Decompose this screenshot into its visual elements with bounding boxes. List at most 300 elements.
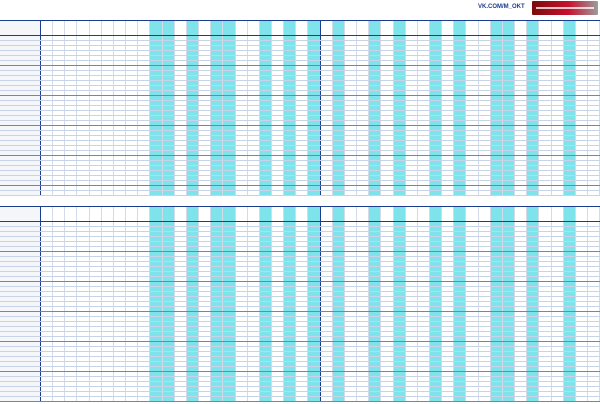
train-column	[418, 76, 430, 80]
train-column	[381, 166, 393, 170]
train-column	[175, 91, 187, 95]
train-column	[430, 237, 442, 241]
train-column	[175, 136, 187, 140]
train-column	[211, 21, 223, 35]
train-column	[333, 267, 345, 271]
train-column	[248, 101, 260, 105]
train-column	[65, 397, 77, 401]
train-column	[552, 237, 564, 241]
train-column	[138, 277, 150, 281]
train-column	[199, 56, 211, 60]
train-column	[418, 36, 430, 40]
train-column	[394, 302, 406, 306]
train-column	[381, 332, 393, 336]
train-column	[454, 46, 466, 50]
train-column	[564, 387, 576, 391]
train-column	[126, 111, 138, 115]
train-column	[308, 257, 320, 261]
train-column	[77, 232, 89, 236]
train-column	[223, 56, 235, 60]
train-column	[65, 36, 77, 40]
train-column	[223, 367, 235, 371]
train-column	[442, 252, 454, 256]
train-column	[90, 362, 102, 366]
train-column	[260, 176, 272, 180]
train-column	[333, 151, 345, 155]
train-column	[466, 367, 478, 371]
train-column	[248, 61, 260, 65]
train-column	[539, 86, 551, 90]
train-column	[41, 352, 53, 356]
train-column	[199, 176, 211, 180]
train-column	[539, 327, 551, 331]
train-column	[564, 382, 576, 386]
train-column	[588, 392, 600, 396]
train-column	[564, 287, 576, 291]
train-column	[248, 161, 260, 165]
train-column	[381, 267, 393, 271]
train-column	[175, 36, 187, 40]
train-column	[552, 96, 564, 100]
train-column	[41, 307, 53, 311]
train-column	[126, 292, 138, 296]
train-column	[175, 327, 187, 331]
train-column	[223, 166, 235, 170]
train-column	[138, 387, 150, 391]
time-cells	[41, 282, 600, 286]
train-column	[503, 312, 515, 316]
train-column	[126, 392, 138, 396]
train-column	[394, 382, 406, 386]
train-column	[114, 352, 126, 356]
train-column	[114, 71, 126, 75]
train-column	[53, 397, 65, 401]
train-column	[260, 111, 272, 115]
train-column	[102, 41, 114, 45]
train-column	[65, 46, 77, 50]
train-column	[284, 136, 296, 140]
train-column	[357, 176, 369, 180]
train-column	[564, 242, 576, 246]
train-column	[479, 337, 491, 341]
train-column	[65, 287, 77, 291]
train-column	[345, 101, 357, 105]
train-column	[138, 151, 150, 155]
train-column	[150, 342, 162, 346]
train-column	[552, 56, 564, 60]
train-column	[199, 357, 211, 361]
train-column	[284, 191, 296, 195]
train-column	[564, 131, 576, 135]
train-column	[260, 282, 272, 286]
train-column	[272, 71, 284, 75]
train-column	[406, 96, 418, 100]
train-column	[260, 342, 272, 346]
train-column	[394, 357, 406, 361]
train-column	[381, 277, 393, 281]
train-column	[272, 342, 284, 346]
train-column	[527, 186, 539, 190]
train-column	[394, 317, 406, 321]
train-column	[466, 116, 478, 120]
train-column	[515, 51, 527, 55]
train-column	[539, 146, 551, 150]
train-column	[65, 357, 77, 361]
train-column	[187, 166, 199, 170]
train-column	[199, 277, 211, 281]
train-column	[77, 367, 89, 371]
train-column	[527, 247, 539, 251]
train-column	[588, 242, 600, 246]
train-column	[503, 372, 515, 376]
train-column	[150, 352, 162, 356]
train-column	[369, 171, 381, 175]
train-column	[138, 181, 150, 185]
train-column	[41, 277, 53, 281]
train-column	[466, 171, 478, 175]
train-column	[442, 121, 454, 125]
train-column	[394, 237, 406, 241]
train-column	[272, 222, 284, 226]
train-column	[236, 392, 248, 396]
train-column	[150, 141, 162, 145]
time-cells	[41, 161, 600, 165]
train-column	[175, 392, 187, 396]
train-column	[199, 242, 211, 246]
train-column	[272, 46, 284, 50]
train-column	[163, 81, 175, 85]
train-column	[515, 61, 527, 65]
train-column	[150, 372, 162, 376]
train-column	[442, 166, 454, 170]
train-column	[175, 247, 187, 251]
train-column	[333, 116, 345, 120]
train-column	[150, 191, 162, 195]
train-column	[503, 392, 515, 396]
train-column	[369, 352, 381, 356]
train-column	[369, 307, 381, 311]
train-column	[284, 166, 296, 170]
train-column	[345, 312, 357, 316]
train-column	[418, 257, 430, 261]
station-name-cell	[0, 66, 41, 70]
train-column	[539, 96, 551, 100]
train-column	[588, 166, 600, 170]
train-column	[539, 166, 551, 170]
train-column	[345, 302, 357, 306]
train-column	[369, 387, 381, 391]
train-column	[284, 282, 296, 286]
train-column	[260, 377, 272, 381]
train-column	[150, 146, 162, 150]
train-column	[90, 21, 102, 35]
train-column	[357, 81, 369, 85]
train-column	[41, 377, 53, 381]
train-column	[199, 76, 211, 80]
train-column	[284, 106, 296, 110]
train-column	[126, 232, 138, 236]
train-column	[345, 382, 357, 386]
train-column	[503, 161, 515, 165]
train-column	[527, 277, 539, 281]
train-column	[90, 267, 102, 271]
train-column	[430, 317, 442, 321]
train-column	[163, 392, 175, 396]
train-column	[53, 51, 65, 55]
train-column	[406, 372, 418, 376]
train-column	[236, 307, 248, 311]
train-column	[236, 156, 248, 160]
train-column	[199, 141, 211, 145]
train-column	[369, 91, 381, 95]
train-column	[90, 146, 102, 150]
train-column	[454, 76, 466, 80]
station-name-cell	[0, 257, 41, 261]
train-column	[236, 71, 248, 75]
train-column	[90, 232, 102, 236]
train-column	[406, 297, 418, 301]
train-column	[503, 337, 515, 341]
train-column	[150, 227, 162, 231]
train-column	[272, 131, 284, 135]
train-column	[175, 242, 187, 246]
train-column	[308, 372, 320, 376]
train-column	[345, 46, 357, 50]
train-column	[211, 257, 223, 261]
train-column	[223, 41, 235, 45]
train-column	[284, 176, 296, 180]
train-column	[369, 232, 381, 236]
time-cells	[41, 272, 600, 276]
train-column	[479, 377, 491, 381]
train-column	[126, 372, 138, 376]
train-column	[321, 337, 333, 341]
train-column	[284, 397, 296, 401]
train-column	[527, 141, 539, 145]
train-column	[187, 257, 199, 261]
train-column	[199, 136, 211, 140]
train-column	[138, 171, 150, 175]
station-name-cell	[0, 252, 41, 256]
train-column	[564, 126, 576, 130]
train-column	[114, 232, 126, 236]
train-column	[126, 332, 138, 336]
train-column	[527, 367, 539, 371]
train-column	[381, 242, 393, 246]
train-column	[479, 357, 491, 361]
train-column	[442, 36, 454, 40]
train-column	[357, 86, 369, 90]
train-column	[138, 101, 150, 105]
train-column	[418, 121, 430, 125]
train-column	[345, 352, 357, 356]
train-column	[539, 337, 551, 341]
train-column	[211, 46, 223, 50]
train-column	[296, 126, 308, 130]
train-column	[260, 151, 272, 155]
train-column	[491, 86, 503, 90]
train-column	[150, 76, 162, 80]
train-column	[466, 176, 478, 180]
train-column	[284, 232, 296, 236]
station-name-cell	[0, 71, 41, 75]
train-column	[576, 282, 588, 286]
train-column	[588, 176, 600, 180]
train-column	[552, 71, 564, 75]
train-column	[357, 181, 369, 185]
train-column	[296, 277, 308, 281]
train-column	[175, 126, 187, 130]
train-column	[150, 222, 162, 226]
train-column	[77, 352, 89, 356]
train-column	[211, 227, 223, 231]
train-column	[442, 156, 454, 160]
train-column	[503, 101, 515, 105]
train-column	[175, 387, 187, 391]
train-column	[503, 332, 515, 336]
train-column	[308, 66, 320, 70]
train-column	[454, 66, 466, 70]
train-column	[418, 186, 430, 190]
train-column	[454, 181, 466, 185]
train-column	[381, 317, 393, 321]
train-column	[223, 302, 235, 306]
train-column	[333, 392, 345, 396]
train-column	[430, 372, 442, 376]
train-column	[369, 397, 381, 401]
train-column	[381, 191, 393, 195]
train-column	[296, 247, 308, 251]
train-column	[65, 322, 77, 326]
train-column	[527, 96, 539, 100]
train-column	[539, 106, 551, 110]
train-column	[308, 126, 320, 130]
train-column	[308, 332, 320, 336]
train-column	[114, 297, 126, 301]
train-column	[442, 267, 454, 271]
station-name-cell	[0, 76, 41, 80]
train-column	[272, 81, 284, 85]
train-column	[223, 71, 235, 75]
train-column	[369, 46, 381, 50]
train-column	[150, 282, 162, 286]
train-column	[527, 111, 539, 115]
train-column	[308, 282, 320, 286]
train-column	[65, 166, 77, 170]
train-column	[53, 302, 65, 306]
train-column	[248, 186, 260, 190]
train-column	[394, 61, 406, 65]
train-column	[539, 176, 551, 180]
train-column	[479, 66, 491, 70]
train-column	[321, 181, 333, 185]
train-column	[175, 131, 187, 135]
train-column	[394, 156, 406, 160]
train-column	[65, 96, 77, 100]
train-column	[564, 352, 576, 356]
train-column	[491, 181, 503, 185]
train-column	[454, 56, 466, 60]
train-column	[90, 252, 102, 256]
train-column	[418, 292, 430, 296]
train-column	[564, 312, 576, 316]
train-column	[90, 337, 102, 341]
train-column	[394, 181, 406, 185]
train-column	[442, 232, 454, 236]
train-column	[284, 66, 296, 70]
train-column	[175, 222, 187, 226]
train-column	[308, 136, 320, 140]
train-column	[187, 151, 199, 155]
train-column	[284, 332, 296, 336]
train-column	[564, 357, 576, 361]
train-column	[381, 232, 393, 236]
station-name-cell	[0, 46, 41, 50]
train-column	[248, 257, 260, 261]
train-column	[527, 377, 539, 381]
train-column	[552, 382, 564, 386]
train-column	[199, 252, 211, 256]
station-name-cell	[0, 332, 41, 336]
train-column	[430, 267, 442, 271]
train-column	[272, 186, 284, 190]
train-column	[248, 171, 260, 175]
train-column	[138, 161, 150, 165]
train-column	[552, 377, 564, 381]
train-column	[308, 111, 320, 115]
train-column	[576, 86, 588, 90]
train-column	[150, 171, 162, 175]
train-column	[321, 282, 333, 286]
train-column	[357, 342, 369, 346]
train-column	[296, 257, 308, 261]
train-column	[53, 392, 65, 396]
time-cells	[41, 36, 600, 40]
train-column	[381, 71, 393, 75]
train-column	[211, 292, 223, 296]
train-column	[406, 352, 418, 356]
train-column	[236, 171, 248, 175]
train-column	[333, 61, 345, 65]
train-column	[114, 282, 126, 286]
train-column	[503, 377, 515, 381]
train-column	[163, 176, 175, 180]
train-column	[211, 247, 223, 251]
time-cells	[41, 141, 600, 145]
train-column	[564, 56, 576, 60]
train-column	[308, 166, 320, 170]
train-column	[175, 292, 187, 296]
train-column	[284, 362, 296, 366]
train-column	[53, 116, 65, 120]
train-column	[114, 292, 126, 296]
train-column	[211, 176, 223, 180]
train-column	[491, 161, 503, 165]
train-column	[552, 91, 564, 95]
train-column	[479, 267, 491, 271]
train-column	[199, 186, 211, 190]
train-column	[466, 362, 478, 366]
train-column	[442, 61, 454, 65]
train-column	[381, 347, 393, 351]
train-column	[102, 287, 114, 291]
train-column	[53, 337, 65, 341]
train-column	[564, 111, 576, 115]
train-column	[576, 146, 588, 150]
train-column	[65, 136, 77, 140]
train-column	[479, 387, 491, 391]
train-column	[345, 76, 357, 80]
